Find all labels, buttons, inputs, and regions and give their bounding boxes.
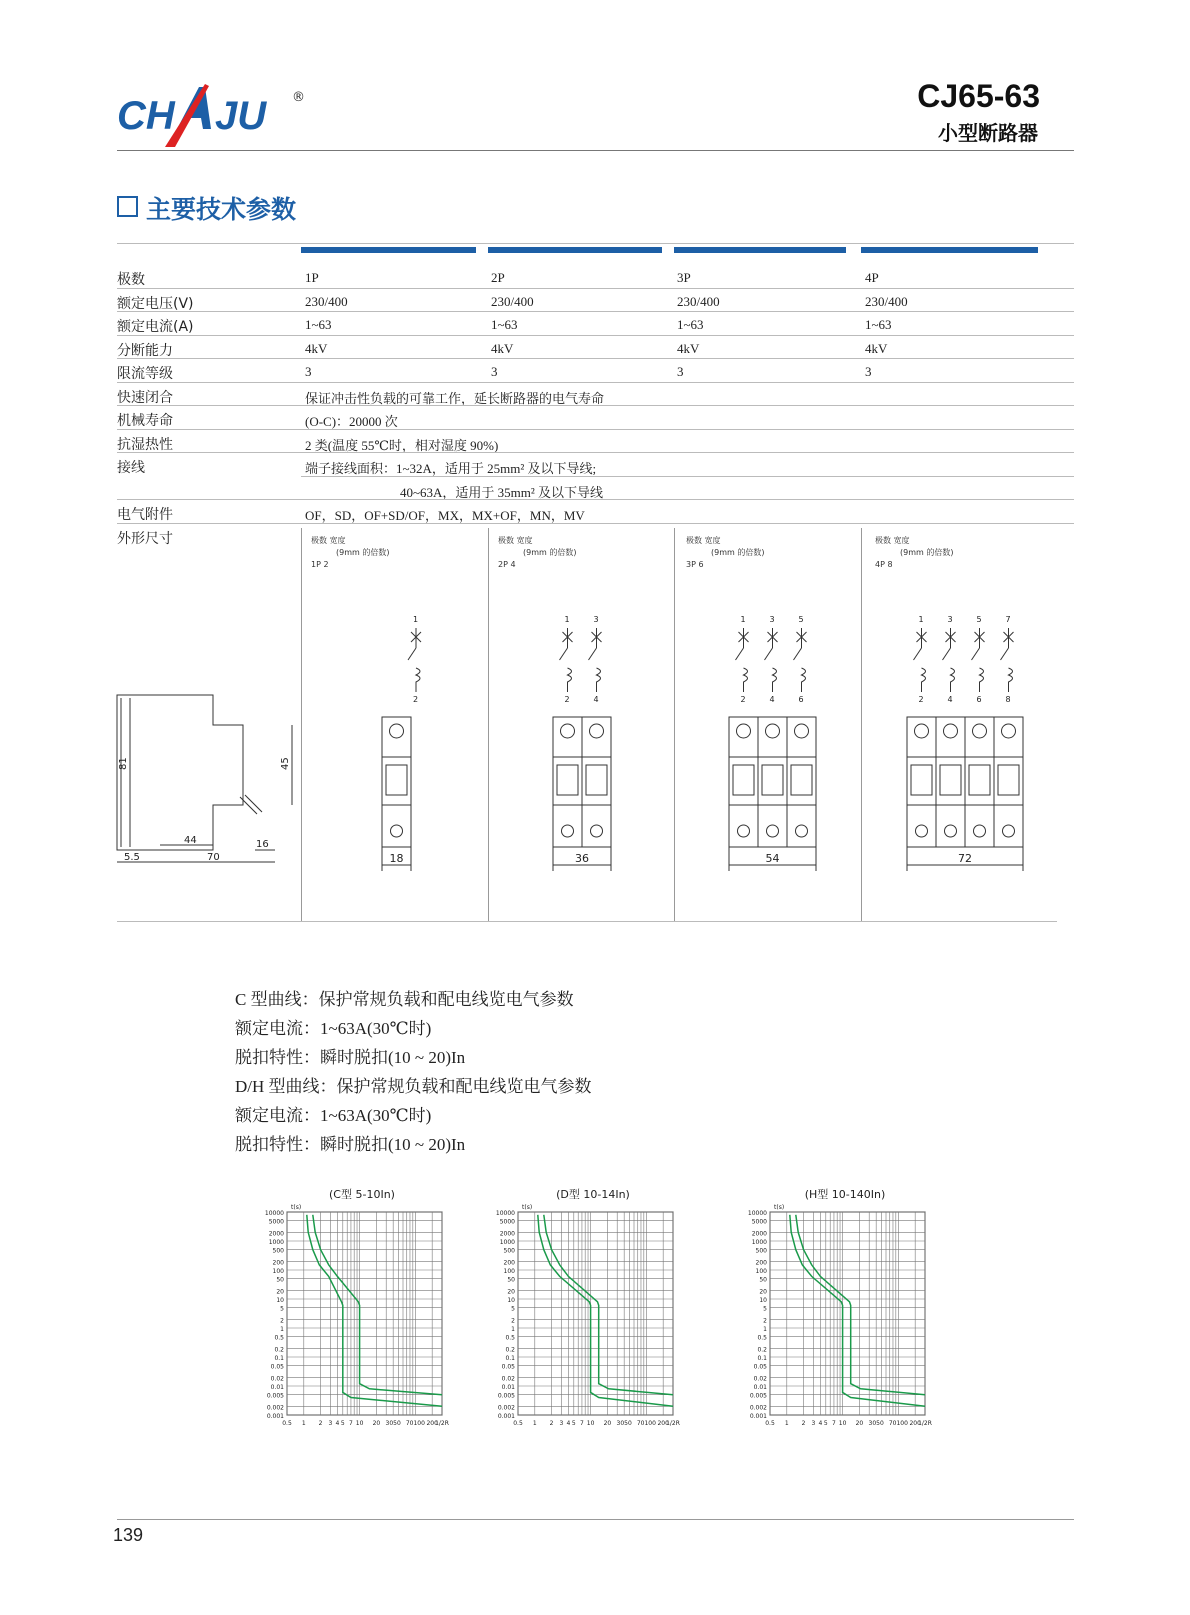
- terminal-number: 1: [740, 615, 746, 624]
- terminal-number: 3: [769, 615, 775, 624]
- dim-pole-mult: 3P 6: [686, 560, 704, 569]
- tripping-curve-upper: [313, 1215, 442, 1395]
- curve-x-tick: 10: [586, 1420, 595, 1427]
- curve-y-unit: t(s): [774, 1204, 785, 1211]
- schematic-coil: [744, 668, 748, 692]
- terminal-number: 1: [413, 615, 419, 624]
- curve-y-tick: 0.002: [749, 1404, 767, 1412]
- width-dim: 72: [958, 852, 972, 865]
- terminal-number: 2: [413, 695, 419, 704]
- curve-y-tick: 50: [276, 1276, 284, 1284]
- tripping-curve-lower: [790, 1215, 925, 1407]
- terminal-number: 6: [798, 695, 804, 704]
- dim-unit: (9mm 的倍数): [900, 548, 954, 557]
- curve-y-tick: 200: [755, 1259, 767, 1267]
- row-value: 4kV: [491, 340, 514, 356]
- row-value: 3P: [677, 270, 691, 285]
- curve-x-tick: 2: [549, 1420, 554, 1427]
- curve-y-tick: 0.001: [266, 1413, 284, 1420]
- curve-x-tick: 3050: [616, 1420, 632, 1427]
- schematic-coil: [597, 668, 601, 692]
- curve-x-tick: 3050: [868, 1420, 884, 1427]
- row-span-value: 保证冲击性负载的可靠工作，延长断路器的电气寿命: [305, 390, 605, 406]
- curve-y-unit: t(s): [522, 1204, 533, 1211]
- curve-y-tick: 0.5: [505, 1334, 515, 1342]
- dim-45: 45: [280, 757, 291, 770]
- dim-16: 16: [256, 839, 269, 850]
- curve-y-tick: 0.02: [753, 1375, 767, 1383]
- product-subtitle: 小型断路器: [938, 121, 1038, 145]
- terminal-number: 2: [918, 695, 924, 704]
- dim-pole-mult: 2P 4: [498, 560, 516, 569]
- dim-70: 70: [207, 852, 220, 863]
- curve-y-unit: t(s): [291, 1204, 302, 1211]
- curve-x-tick: 2: [801, 1420, 806, 1427]
- terminal-number: 1: [564, 615, 570, 624]
- curve-description-line: C 型曲线：保护常规负载和配电线览电气参数: [235, 990, 574, 1009]
- curve-y-tick: 500: [755, 1247, 767, 1255]
- curve-y-tick: 10: [759, 1297, 767, 1304]
- curve-x-tick: 7: [349, 1420, 353, 1427]
- curve-y-tick: 2: [763, 1317, 767, 1325]
- curve-y-tick: 0.5: [757, 1334, 767, 1342]
- svg-text:JU: JU: [215, 94, 267, 138]
- schematic-coil: [980, 668, 984, 692]
- curve-y-tick: 50: [759, 1276, 767, 1284]
- terminal-number: 4: [769, 695, 775, 704]
- row-value: 1~63: [305, 317, 332, 332]
- terminal-number: 7: [1005, 615, 1011, 624]
- curve-x-tick: 20: [603, 1420, 612, 1427]
- curve-x-tick: 1: [784, 1420, 789, 1427]
- curve-x-tick: 10: [838, 1420, 847, 1427]
- width-dim: 54: [765, 852, 780, 865]
- schematic-coil: [951, 668, 955, 692]
- curve-y-tick: 0.02: [270, 1375, 284, 1383]
- curve-y-tick: 20: [507, 1288, 515, 1296]
- row-value: 3: [677, 364, 684, 379]
- dim-header: 极数 宽度: [875, 536, 910, 545]
- curve-x-tick: 3050: [385, 1420, 401, 1427]
- dim-pole-mult: 4P 8: [875, 560, 893, 569]
- dim-5-5: 5.5: [124, 852, 140, 863]
- side-view-outline: [117, 695, 243, 850]
- curve-x-tick: 70100: [405, 1420, 425, 1427]
- terminal-number: 3: [947, 615, 953, 624]
- curve-y-tick: 0.2: [505, 1346, 515, 1354]
- schematic-coil: [416, 668, 420, 692]
- curve-y-tick: 5000: [268, 1218, 284, 1226]
- curve-x-tick: 1/2R: [918, 1420, 932, 1427]
- dim-header: 极数 宽度: [311, 536, 346, 545]
- row-value: 4kV: [865, 340, 888, 356]
- curve-y-tick: 0.1: [505, 1355, 515, 1362]
- row-span-value: 端子接线面积：1~32A，适用于 25mm² 及以下导线;: [305, 461, 597, 476]
- row-value: 4kV: [677, 340, 700, 356]
- row-value: 4kV: [305, 340, 328, 356]
- schematic-switch: [914, 648, 922, 660]
- row-value: 1P: [305, 270, 319, 285]
- dim-44: 44: [184, 835, 197, 846]
- row-value: 4P: [865, 270, 879, 285]
- curve-description-line: 脱扣特性：瞬时脱扣(10 ~ 20)In: [235, 1135, 466, 1154]
- row-label: 分断能力: [117, 342, 173, 359]
- curve-y-tick: 1000: [751, 1239, 767, 1246]
- curve-x-tick: 20: [372, 1420, 381, 1427]
- curve-y-tick: 0.002: [497, 1404, 515, 1412]
- curve-x-tick: 4: [566, 1420, 571, 1427]
- curve-y-tick: 5000: [751, 1218, 767, 1226]
- curve-x-tick: 1: [532, 1420, 537, 1427]
- schematic-switch: [765, 648, 773, 660]
- schematic-coil: [568, 668, 572, 692]
- registered-mark: ®: [292, 90, 305, 105]
- tripping-curve-upper: [796, 1215, 925, 1395]
- curve-y-tick: 0.05: [270, 1363, 284, 1371]
- row-value: 230/400: [865, 293, 908, 309]
- schematic-switch: [1001, 648, 1009, 660]
- curve-x-tick: 1: [301, 1420, 306, 1427]
- curve-y-tick: 0.02: [501, 1375, 515, 1383]
- curve-x-tick: 7: [580, 1420, 584, 1427]
- row-label: 额定电流(A): [117, 319, 194, 335]
- row-label: 极数: [117, 272, 145, 288]
- curve-y-tick: 10000: [747, 1210, 767, 1217]
- width-dim: 18: [389, 852, 404, 865]
- dim-unit: (9mm 的倍数): [336, 548, 390, 557]
- curve-y-tick: 0.1: [757, 1355, 767, 1362]
- terminal-number: 2: [740, 695, 746, 704]
- curve-y-tick: 5: [511, 1305, 515, 1313]
- curve-y-tick: 100: [272, 1268, 284, 1275]
- curve-y-tick: 0.01: [753, 1384, 767, 1391]
- dim-unit: (9mm 的倍数): [523, 548, 577, 557]
- schematic-coil: [1009, 668, 1013, 692]
- width-dim: 36: [575, 852, 589, 865]
- curve-y-tick: 2000: [751, 1230, 767, 1238]
- curve-x-tick: 1/2R: [666, 1420, 680, 1427]
- curve-chart-title: (D型 10-14In): [556, 1188, 630, 1201]
- model-number: CJ65-63: [917, 78, 1040, 114]
- curve-y-tick: 20: [759, 1288, 767, 1296]
- terminal-number: 8: [1005, 695, 1011, 704]
- curve-description-line: 脱扣特性：瞬时脱扣(10 ~ 20)In: [235, 1048, 466, 1067]
- curve-y-tick: 0.002: [266, 1404, 284, 1412]
- row-span-value: 2 类(温度 55℃时，相对湿度 90%): [305, 437, 499, 453]
- terminal-number: 5: [976, 615, 982, 624]
- row-label: 电气附件: [117, 507, 173, 523]
- curve-y-tick: 0.2: [274, 1346, 284, 1354]
- schematic-coil: [802, 668, 806, 692]
- curve-x-tick: 70100: [888, 1420, 908, 1427]
- tripping-curves: [0, 1170, 1190, 1430]
- curve-y-tick: 10000: [264, 1210, 284, 1217]
- terminal-number: 3: [593, 615, 599, 624]
- dim-header: 极数 宽度: [498, 536, 533, 545]
- page-number: 139: [113, 1525, 144, 1545]
- curve-y-tick: 1000: [268, 1239, 284, 1246]
- curve-y-tick: 1: [280, 1326, 284, 1333]
- curve-y-tick: 0.05: [753, 1363, 767, 1371]
- curve-y-tick: 0.2: [757, 1346, 767, 1354]
- curve-x-tick: 4: [335, 1420, 340, 1427]
- schematic-switch: [972, 648, 980, 660]
- curve-x-tick: 3: [811, 1420, 816, 1427]
- curve-chart-title: (C型 5-10In): [329, 1188, 395, 1201]
- curve-y-tick: 10: [507, 1297, 515, 1304]
- row-span-value: 40~63A，适用于 35mm² 及以下导线: [400, 484, 604, 500]
- terminal-number: 4: [593, 695, 599, 704]
- curve-chart-title: (H型 10-140In): [804, 1188, 886, 1201]
- terminal-number: 4: [947, 695, 953, 704]
- curve-y-tick: 0.005: [497, 1392, 515, 1400]
- terminal-number: 1: [918, 615, 924, 624]
- tripping-curve-lower: [307, 1215, 442, 1407]
- curve-y-tick: 500: [503, 1247, 515, 1255]
- schematic-switch: [589, 648, 597, 660]
- curve-x-tick: 10: [355, 1420, 364, 1427]
- footer-divider: [117, 1519, 1074, 1520]
- dim-unit: (9mm 的倍数): [711, 548, 765, 557]
- row-span-value: (O-C)：20000 次: [305, 414, 398, 429]
- curve-y-tick: 200: [272, 1259, 284, 1267]
- curve-y-tick: 0.001: [497, 1413, 515, 1420]
- row-value: 2P: [491, 270, 505, 285]
- curve-y-tick: 10000: [495, 1210, 515, 1217]
- row-value: 230/400: [491, 293, 534, 309]
- curve-y-tick: 0.005: [266, 1392, 284, 1400]
- curve-x-tick: 0.5: [765, 1420, 775, 1427]
- schematic-coil: [773, 668, 777, 692]
- curve-y-tick: 0.001: [749, 1413, 767, 1420]
- curve-y-tick: 0.5: [274, 1334, 284, 1342]
- curve-x-tick: 5: [340, 1420, 345, 1427]
- side-view-lever: [245, 795, 262, 812]
- curve-x-tick: 4: [818, 1420, 823, 1427]
- row-value: 3: [305, 364, 312, 379]
- row-label: 快速闭合: [117, 389, 173, 406]
- curve-description-line: 额定电流：1~63A(30℃时): [235, 1019, 432, 1038]
- curve-y-tick: 100: [755, 1268, 767, 1275]
- terminal-number: 5: [798, 615, 804, 624]
- curve-description-line: D/H 型曲线：保护常规负载和配电线览电气参数: [235, 1077, 592, 1096]
- curve-x-tick: 0.5: [513, 1420, 523, 1427]
- curve-x-tick: 200: [657, 1420, 669, 1427]
- terminal-number: 6: [976, 695, 982, 704]
- tripping-curve-lower: [538, 1215, 673, 1407]
- curve-x-tick: 5: [571, 1420, 576, 1427]
- schematic-switch: [560, 648, 568, 660]
- row-label: 抗湿热性: [117, 436, 173, 453]
- row-label: 限流等级: [117, 366, 173, 382]
- terminal-number: 2: [564, 695, 570, 704]
- row-label: 机械寿命: [117, 413, 173, 429]
- row-value: 230/400: [677, 293, 720, 309]
- row-value: 1~63: [677, 317, 704, 332]
- dim-header: 极数 宽度: [686, 536, 721, 545]
- schematic-switch: [736, 648, 744, 660]
- curve-x-tick: 3: [328, 1420, 333, 1427]
- row-value: 1~63: [491, 317, 518, 332]
- curve-description-line: 额定电流：1~63A(30℃时): [235, 1106, 432, 1125]
- dim-pole-mult: 1P 2: [311, 560, 329, 569]
- row-span-value: OF，SD，OF+SD/OF，MX，MX+OF，MN，MV: [305, 508, 585, 523]
- schematic-coil: [922, 668, 926, 692]
- curve-y-tick: 0.01: [270, 1384, 284, 1391]
- svg-text:CH: CH: [117, 94, 175, 138]
- schematic-switch: [943, 648, 951, 660]
- row-label: 外形尺寸: [117, 530, 173, 547]
- curve-y-tick: 1: [763, 1326, 767, 1333]
- curve-x-tick: 0.5: [282, 1420, 292, 1427]
- curve-y-tick: 2: [280, 1317, 284, 1325]
- curve-y-tick: 0.01: [501, 1384, 515, 1391]
- curve-y-tick: 1: [511, 1326, 515, 1333]
- curve-y-tick: 5: [280, 1305, 284, 1313]
- schematic-switch: [408, 648, 416, 660]
- curve-y-tick: 2000: [499, 1230, 515, 1238]
- curve-x-tick: 7: [832, 1420, 836, 1427]
- curve-y-tick: 5: [763, 1305, 767, 1313]
- curve-x-tick: 200: [426, 1420, 438, 1427]
- curve-y-tick: 2: [511, 1317, 515, 1325]
- curve-x-tick: 20: [855, 1420, 864, 1427]
- dim-81: 81: [118, 757, 129, 770]
- curve-y-tick: 50: [507, 1276, 515, 1284]
- curve-x-tick: 2: [318, 1420, 323, 1427]
- curve-y-tick: 0.1: [274, 1355, 284, 1362]
- row-value: 1~63: [865, 317, 892, 332]
- curve-y-tick: 10: [276, 1297, 284, 1304]
- curve-y-tick: 500: [272, 1247, 284, 1255]
- curve-y-tick: 0.005: [749, 1392, 767, 1400]
- row-label: 接线: [117, 460, 145, 476]
- curve-y-tick: 5000: [499, 1218, 515, 1226]
- curve-y-tick: 1000: [499, 1239, 515, 1246]
- curve-y-tick: 2000: [268, 1230, 284, 1238]
- curve-x-tick: 70100: [636, 1420, 656, 1427]
- schematic-switch: [794, 648, 802, 660]
- curve-x-tick: 200: [909, 1420, 921, 1427]
- row-value: 3: [865, 364, 872, 379]
- tripping-curve-upper: [544, 1215, 673, 1395]
- curve-y-tick: 100: [503, 1268, 515, 1275]
- curve-x-tick: 3: [559, 1420, 564, 1427]
- curve-x-tick: 5: [823, 1420, 828, 1427]
- curve-x-tick: 1/2R: [435, 1420, 449, 1427]
- row-label: 额定电压(V): [117, 295, 194, 312]
- section-title: 主要技术参数: [146, 195, 297, 224]
- row-value: 230/400: [305, 293, 348, 309]
- curve-y-tick: 200: [503, 1259, 515, 1267]
- curve-y-tick: 0.05: [501, 1363, 515, 1371]
- row-value: 3: [491, 364, 498, 379]
- curve-y-tick: 20: [276, 1288, 284, 1296]
